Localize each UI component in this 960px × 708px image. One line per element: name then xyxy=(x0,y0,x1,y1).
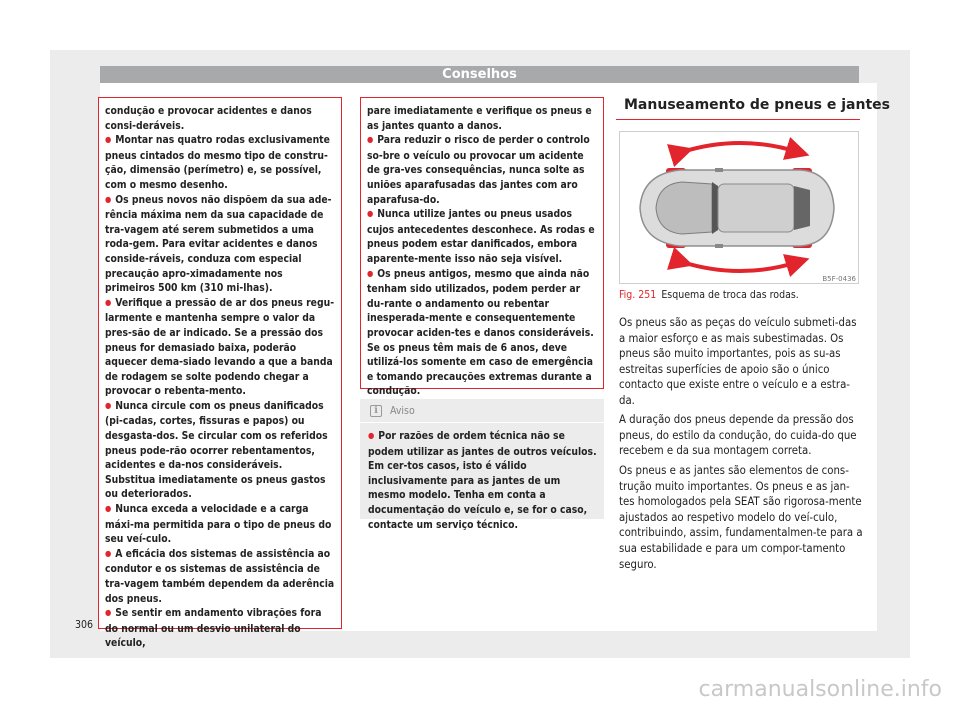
warning-paragraph: ● Os pneus novos não dispõem da sua ade-rência máxima nem da sua capacidade de tra-vagem até serem submetidos a uma roda-gem. Para evitar acidentes e danos conside-ráveis, conduza com especial precaução apro-ximadamente nos primeiros 500 km (310 mi-lhas). xyxy=(105,193,335,296)
warning-paragraph: ● Nunca utilize jantes ou pneus usados cujos antecedentes desconhece. As rodas e pneus podem estar danificados, embora aparente-mente isso não seja visível. xyxy=(367,207,597,266)
figure-label: Fig. 251 xyxy=(619,289,657,301)
aviso-body xyxy=(360,423,604,532)
page-header: Conselhos xyxy=(100,66,859,83)
arrow-top xyxy=(682,143,798,152)
windshield xyxy=(712,182,718,234)
warning-box-middle xyxy=(360,97,604,398)
figure-caption-text: Esquema de troca das rodas. xyxy=(661,289,799,301)
section-title: Manuseamento de pneus e jantes xyxy=(624,97,890,113)
rear-window xyxy=(794,186,810,230)
warning-paragraph: ● Se sentir em andamento vibrações fora do normal ou um desvio unilateral do veículo, xyxy=(105,606,335,651)
warning-paragraph: ● Montar nas quatro rodas exclusivamente pneus cintados do mesmo tipo de constru-ção, dimensão (perímetro) e, se possível, com o mesmo desenho. xyxy=(105,133,335,192)
car-topview-illustration xyxy=(620,132,859,284)
warning-paragraph: pare imediatamente e verifique os pneus e as jantes quanto a danos. xyxy=(367,105,592,132)
figure-caption xyxy=(619,289,799,301)
warning-box-left xyxy=(98,97,342,650)
section-rule xyxy=(616,119,860,120)
info-icon: i xyxy=(370,405,382,417)
aviso-title: Aviso xyxy=(390,404,415,417)
mirror-right xyxy=(715,244,723,248)
arrow-bottom xyxy=(682,262,798,271)
watermark: carmanualsonline.info xyxy=(698,677,942,702)
warning-paragraph: ● Nunca exceda a velocidade e a carga máxi-ma permitida para o tipo de pneus do seu veí-culo. xyxy=(105,502,335,547)
aviso-header xyxy=(360,399,604,423)
warning-paragraph: ● Verifique a pressão de ar dos pneus regu-larmente e mantenha sempre o valor da pres-são de ar indicado. Se a pressão dos pneus for demasiado baixa, poderão aquecer dema-siado levando a que a banda de rodagem se solte podendo chegar a provocar o rebenta-mento. xyxy=(105,296,335,399)
paragraph-3: Os pneus e as jantes são elementos de cons-trução muito importantes. Os pneus e as jan-tes homologados pela SEAT são rigorosa-mente ajustados ao respetivo modelo do veí-culo, contribuindo, assim, fundamentalmen-te para a sua estabilidade e para um compor-tamento seguro. xyxy=(619,464,863,571)
warning-paragraph: ● Os pneus antigos, mesmo que ainda não tenham sido utilizados, podem perder ar du-rante o andamento ou rebentar inesperada-mente e consequentemente provocar aciden-tes e danos consideráveis. Se os pneus têm mais de 6 anos, deve utilizá-los somente em caso de emergência e tomando precauções extremas durante a condução. xyxy=(367,267,597,399)
car-roof xyxy=(718,184,794,232)
mirror-left xyxy=(715,168,723,172)
paragraph-1: Os pneus são as peças do veículo submeti-das a maior esforço e as mais subestimadas. Os pneus são muito importantes, pois as su-as estreitas superfícies de apoio são o único contacto que existe entre o veículo e a estra-da. xyxy=(619,316,857,407)
figure-wheel-rotation xyxy=(619,131,859,284)
aviso-box xyxy=(360,399,604,531)
figure-code: B5F-0436 xyxy=(822,275,856,283)
warning-paragraph: ● A eficácia dos sistemas de assistência ao condutor e os sistemas de assistência de tra-vagem também dependem da aderência dos pneus. xyxy=(105,547,335,606)
warning-paragraph: condução e provocar acidentes e danos consi-deráveis. xyxy=(105,105,312,132)
warning-paragraph: ● Nunca circule com os pneus danificados (pi-cadas, cortes, fissuras e papos) ou desgasta-dos. Se circular com os referidos pneus pode-rão ocorrer rebentamentos, acidentes e da-nos consideráveis. Substitua imediatamente os pneus gastos ou deteriorados. xyxy=(105,399,335,502)
paragraph-2: A duração dos pneus depende da pressão dos pneus, do estilo da condução, do cuida-do que recebem e da sua montagem correta. xyxy=(619,413,857,458)
car-hood xyxy=(656,182,712,234)
page-number: 306 xyxy=(75,619,94,631)
aviso-text: ● Por razões de ordem técnica não se podem utilizar as jantes de outros veículos. Em cer-tos casos, isto é válido inclusivamente para as jantes de um mesmo modelo. Tenha em conta a documentação do veículo e, se for o caso, contacte um serviço técnico. xyxy=(368,429,598,532)
warning-paragraph: ● Para reduzir o risco de perder o controlo so-bre o veículo ou provocar um acidente de gra-ves consequências, nunca solte as uniões aparafusadas das jantes com aro aparafusa-do. xyxy=(367,133,597,207)
